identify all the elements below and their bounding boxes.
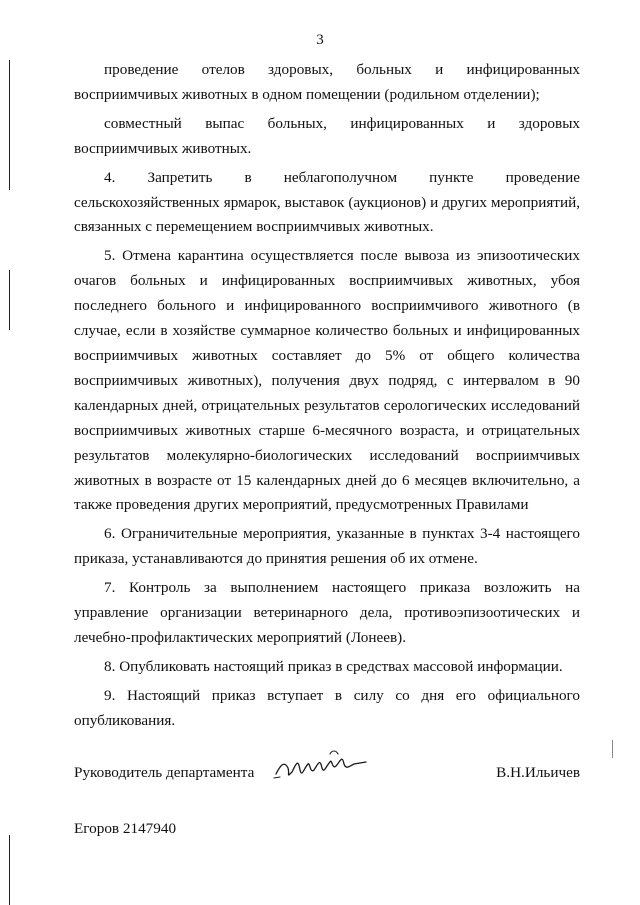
paragraph-item-4: 4. Запретить в неблагополучном пункте проведение сельскохозяйственных ярмарок, выставок (аукционов) и других мероприятий, связанных с перемещением восприимчивых животных. xyxy=(74,168,580,236)
scan-edge-mark-right xyxy=(612,740,613,758)
document-body xyxy=(74,58,580,738)
page-number: 3 xyxy=(316,32,324,48)
signature-block xyxy=(74,764,580,784)
paragraph-item-9: 9. Настоящий приказ вступает в силу со дня его официального опубликования. xyxy=(74,686,580,729)
signatory-name: В.Н.Ильичев xyxy=(496,764,580,781)
scan-edge-mark-middle xyxy=(9,270,10,330)
scan-edge-mark-top xyxy=(9,60,10,190)
paragraph-item-5: 5. Отмена карантина осуществляется после вывоза из эпизоотических очагов больных и инфицированных восприимчивых животных, убоя последнего больного и инфицированного восприимчивого животного (в случае, если в хозяйстве суммарное количество больных и инфицированных восприимчивых животных составляет до 5% от общего количества восприимчивых животных), получения двух подряд, с интервалом в 90 календарных дней, отрицательных результатов серологических исследований восприимчивых животных старше 6-месячного возраста, и отрицательных результатов молекулярно-биологических исследований восприимчивых животных в возрасте от 15 календарных дней до 6 месяцев включительно, а также проведения других мероприятий, предусмотренных Правилами xyxy=(74,247,580,514)
paragraph-item-6: 6. Ограничительные мероприятия, указанные в пунктах 3-4 настоящего приказа, устанавливаются до принятия решения об их отмене. xyxy=(74,525,580,568)
paragraph-grazing: совместный выпас больных, инфицированных и здоровых восприимчивых животных. xyxy=(74,114,580,157)
paragraph-item-8: 8. Опубликовать настоящий приказ в средствах массовой информации. xyxy=(104,657,563,675)
paragraph-calving: проведение отелов здоровых, больных и инфицированных восприимчивых животных в одном помещении (родильном отделении); xyxy=(74,61,580,103)
executor-note: Егоров 2147940 xyxy=(74,820,177,837)
signatory-position: Руководитель департамента xyxy=(74,764,255,781)
scan-edge-mark-bottom xyxy=(9,835,10,905)
handwritten-signature xyxy=(270,744,370,786)
paragraph-item-7: 7. Контроль за выполнением настоящего приказа возложить на управление организации ветеринарного дела, противоэпизоотических и лечебно-профилактических мероприятий (Лонеев). xyxy=(74,579,580,646)
